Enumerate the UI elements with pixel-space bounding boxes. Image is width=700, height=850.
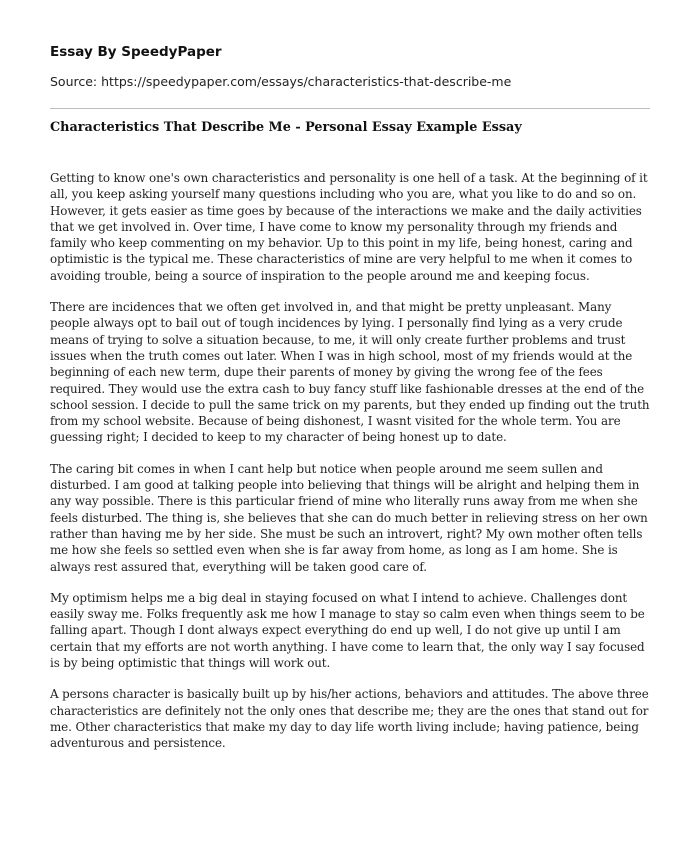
paragraph-3: The caring bit comes in when I cant help but notice when people around me seem sullen and disturbed. I am good at talking people into believing that things will be alright and helping them in any way possible. There is this particular friend of mine who literally runs away from me when she feels disturbed. The thing is, she believes that she can do much better in relieving stress on her own rather than having me by her side. She must be such an introvert, right? My own mother often tells me how she feels so settled even when she is far away from home, as long as I am home. She is always rest assured that, everything will be taken good care of. — [50, 461, 648, 574]
brand-title: Essay By SpeedyPaper — [50, 44, 222, 60]
header-divider — [50, 108, 650, 109]
paragraph-1: Getting to know one's own characteristics and personality is one hell of a task. At the beginning of it all, you keep asking yourself many questions including who you are, what you like to do and so on. However, it gets easier as time goes by because of the interactions we make and the daily activities that we get involved in. Over time, I have come to know my personality through my friends and family who keep commenting on my behavior. Up to this point in my life, being honest, caring and optimistic is the typical me. These characteristics of mine are very helpful to me when it comes to avoiding trouble, being a source of inspiration to the people around me and keeping focus. — [50, 171, 648, 283]
essay-title: Characteristics That Describe Me - Personal Essay Example Essay — [50, 120, 522, 135]
paragraph-5: A persons character is basically built up by his/her actions, behaviors and attitudes. The above three characteristics are definitely not the only ones that describe me; they are the ones that stand out for me. Other characteristics that make my day to day life worth living include; having patience, being adventurous and persistence. — [50, 687, 649, 751]
essay-body — [50, 170, 650, 767]
source-link[interactable]: Source: https://speedypaper.com/essays/characteristics-that-describe-me — [50, 74, 512, 89]
paragraph-2: There are incidences that we often get involved in, and that might be pretty unpleasant. Many people always opt to bail out of tough incidences by lying. I personally find lying as a very crude means of trying to solve a situation because, to me, it will only create further problems and trust issues when the truth comes out later. When I was in high school, most of my friends would at the beginning of each new term, dupe their parents of money by giving the wrong fee of the fees required. They would use the extra cash to buy fancy stuff like fashionable dresses at the end of the school session. I decide to pull the same trick on my parents, but they ended up finding out the truth from my school website. Because of being dishonest, I wasnt visited for the whole term. You are guessing right; I decided to keep to my character of being honest up to date. — [50, 300, 650, 445]
paragraph-4: My optimism helps me a big deal in staying focused on what I intend to achieve. Challenges dont easily sway me. Folks frequently ask me how I manage to stay so calm even when things seem to be falling apart. Though I dont always expect everything do end up well, I do not give up until I am certain that my efforts are not worth anything. I have come to learn that, the only way I say focused is by being optimistic that things will work out. — [50, 590, 645, 671]
